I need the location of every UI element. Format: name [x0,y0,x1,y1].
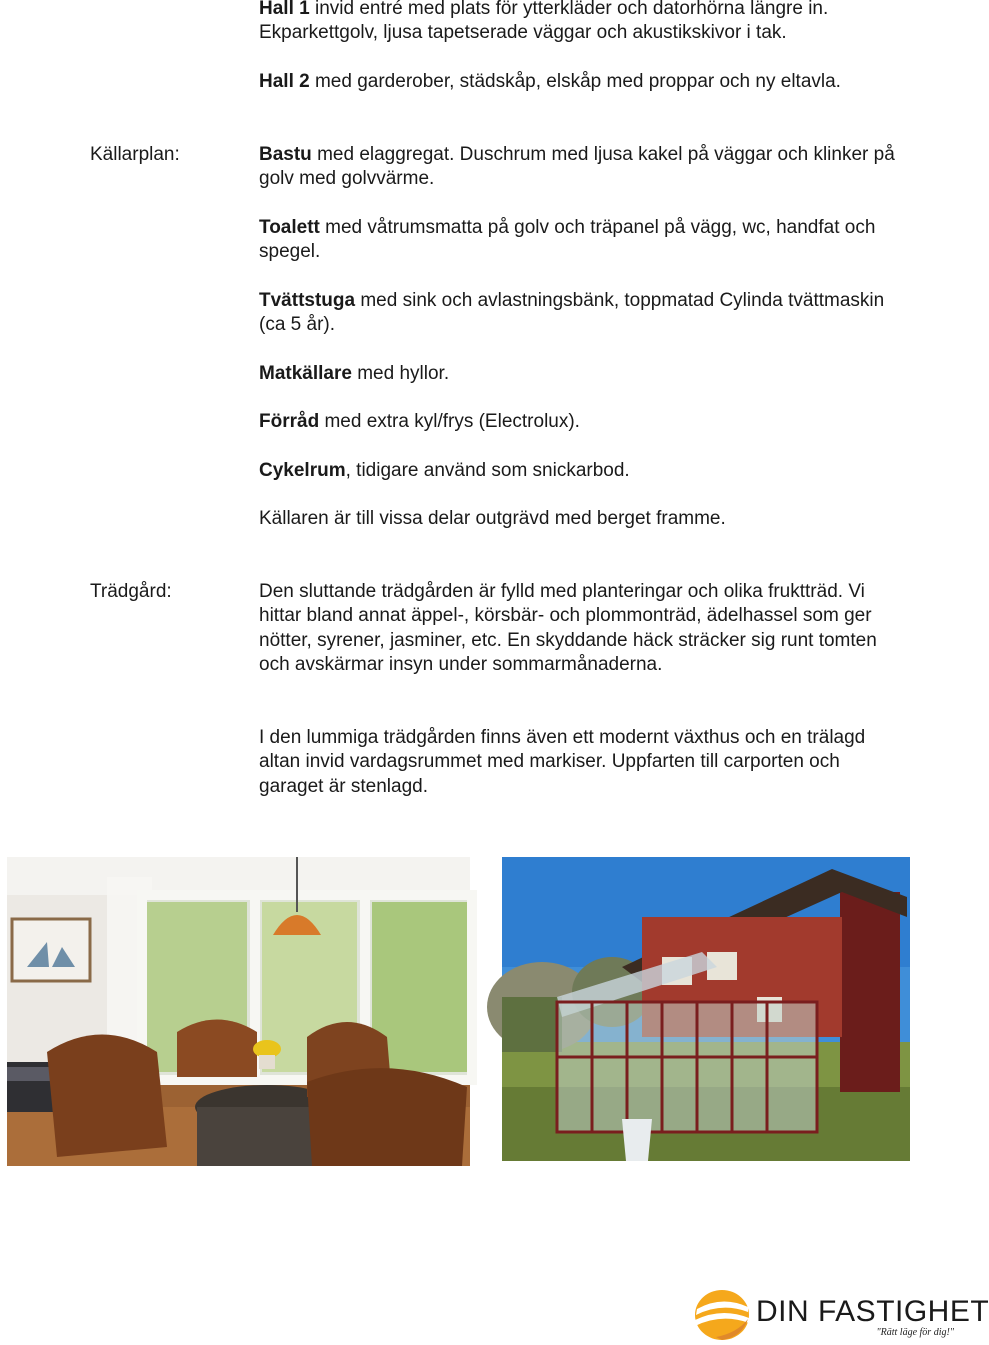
logo-tagline: "Rätt läge för dig!" [876,1327,954,1338]
basement-note: Källaren är till vissa delar outgrävd med berget framme. [259,508,726,529]
garden-paragraph-1: Den sluttande trädgården är fylld med planteringar och olika fruktträd. Vi hittar bland annat äppel-, körsbär- och plommonträd, ädelhassel som ger nötter, syrener, jasminer, etc. En skyddande häck sträcker sig runt tomten och avskärmar insyn under sommarmånaderna. [259,581,877,676]
room-storage: Förråd med extra kyl/frys (Electrolux). [259,411,580,432]
basement-label: Källarplan: [90,144,180,165]
garden-paragraph-2: I den lummiga trädgården finns även ett modernt växthus och en trälagd altan invid vardagsrummet med markiser. Uppfarten till carporten och garaget är stenlagd. [259,727,866,797]
room-laundry: Tvättstuga med sink och avlastningsbänk, toppmatad Cylinda tvättmaskin (ca 5 år). [259,290,885,336]
logo-name: DIN FASTIGHET [756,1295,989,1328]
room-pantry: Matkällare med hyllor. [259,363,450,384]
din-fastighet-logo [690,1285,989,1345]
photo-interior-dining [7,857,470,1166]
room-hall-2: Hall 2 med garderober, städskåp, elskåp med proppar och ny eltavla. [259,71,841,92]
photo-greenhouse [502,857,910,1161]
room-toilet: Toalett med våtrumsmatta på golv och träpanel på vägg, wc, handfat och spegel. [259,217,876,263]
room-bike: Cykelrum, tidigare använd som snickarbod. [259,460,630,481]
room-sauna: Bastu med elaggregat. Duschrum med ljusa kakel på väggar och klinker på golv med golvvärme. [259,144,895,190]
logo-sun-icon [692,1287,752,1343]
garden-label: Trädgård: [90,581,172,602]
room-hall-1: Hall 1 invid entré med plats för ytterkläder och datorhörna längre in. Ekparkettgolv, ljusa tapetserade väggar och akustikskivor i tak. [259,0,829,44]
